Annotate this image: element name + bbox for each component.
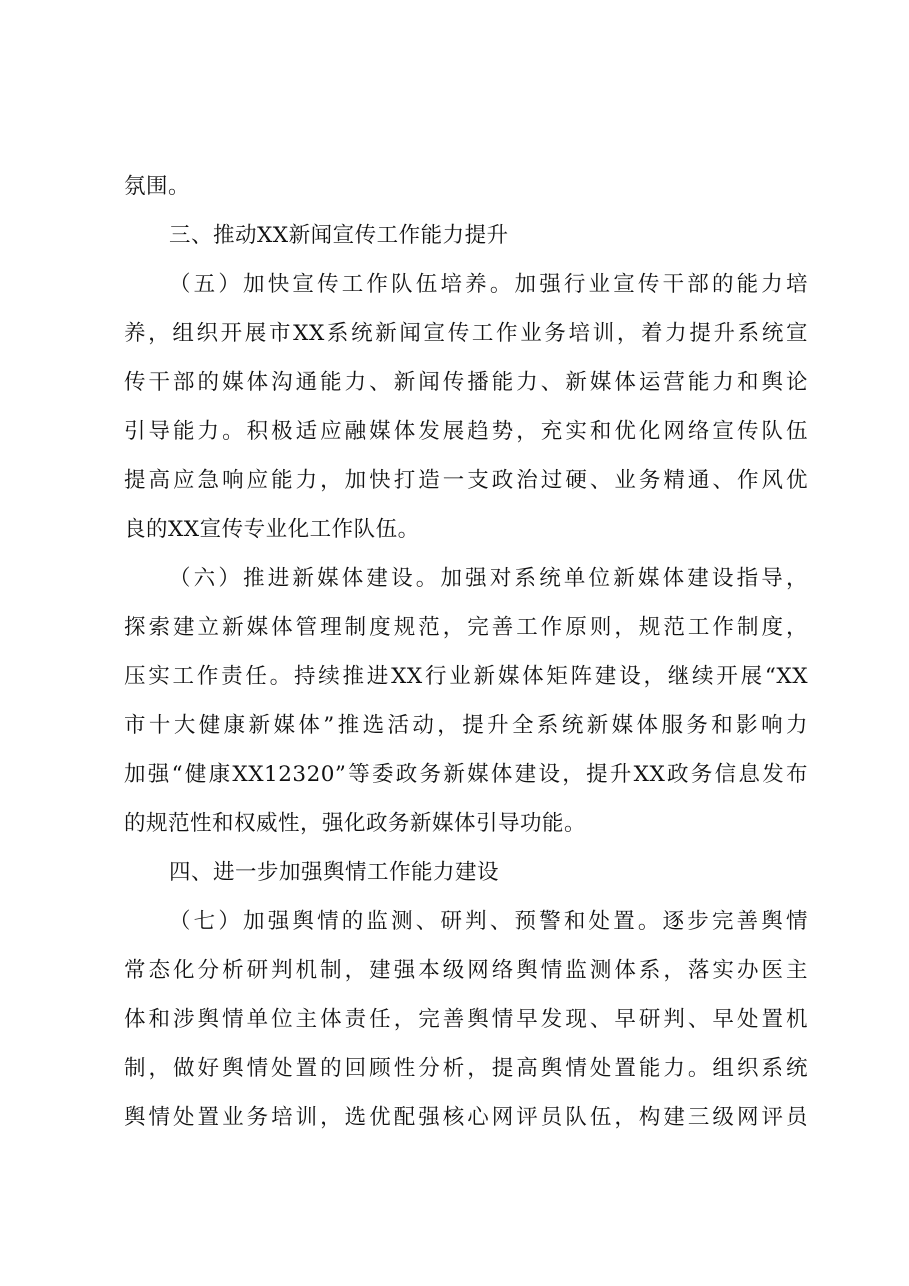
section-heading: 四、进一步加强舆情工作能力建设 bbox=[169, 860, 500, 885]
section-heading: 三、推动XX新闻宣传工作能力提升 bbox=[169, 223, 509, 248]
text-line: （五）加快宣传工作队伍培养。加强行业宣传干部的能力培 bbox=[169, 272, 808, 297]
text-line: 养，组织开展市XX系统新闻宣传工作业务培训，着力提升系统宣 bbox=[124, 321, 808, 346]
text-line: 提高应急响应能力，加快打造一支政治过硬、业务精通、作风优 bbox=[124, 468, 808, 493]
text-line: 市十大健康新媒体”推选活动，提升全系统新媒体服务和影响力 bbox=[124, 713, 808, 738]
text-line: 的规范性和权威性，强化政务新媒体引导功能。 bbox=[124, 811, 587, 836]
text-line: 加强“健康XX12320”等委政务新媒体建设，提升XX政务信息发布 bbox=[124, 762, 808, 787]
text-line: 体和涉舆情单位主体责任，完善舆情早发现、早研判、早处置机 bbox=[124, 1007, 808, 1032]
text-line: 舆情处置业务培训，选优配强核心网评员队伍，构建三级网评员 bbox=[124, 1105, 808, 1130]
text-line: 探索建立新媒体管理制度规范，完善工作原则，规范工作制度， bbox=[124, 615, 808, 640]
text-line: 传干部的媒体沟通能力、新闻传播能力、新媒体运营能力和舆论 bbox=[124, 370, 808, 395]
text-line: 制，做好舆情处置的回顾性分析，提高舆情处置能力。组织系统 bbox=[124, 1056, 808, 1081]
text-line: 引导能力。积极适应融媒体发展趋势，充实和优化网络宣传队伍 bbox=[124, 419, 808, 444]
text-line: 良的XX宣传专业化工作队伍。 bbox=[124, 517, 420, 542]
text-line: （六）推进新媒体建设。加强对系统单位新媒体建设指导， bbox=[169, 566, 808, 591]
text-line: 压实工作责任。持续推进XX行业新媒体矩阵建设，继续开展“XX bbox=[124, 664, 808, 689]
text-line: （七）加强舆情的监测、研判、预警和处置。逐步完善舆情 bbox=[169, 909, 808, 934]
document-page bbox=[124, 162, 808, 1142]
text-line: 氛围。 bbox=[124, 174, 191, 199]
text-line: 常态化分析研判机制，建强本级网络舆情监测体系，落实办医主 bbox=[124, 958, 808, 983]
